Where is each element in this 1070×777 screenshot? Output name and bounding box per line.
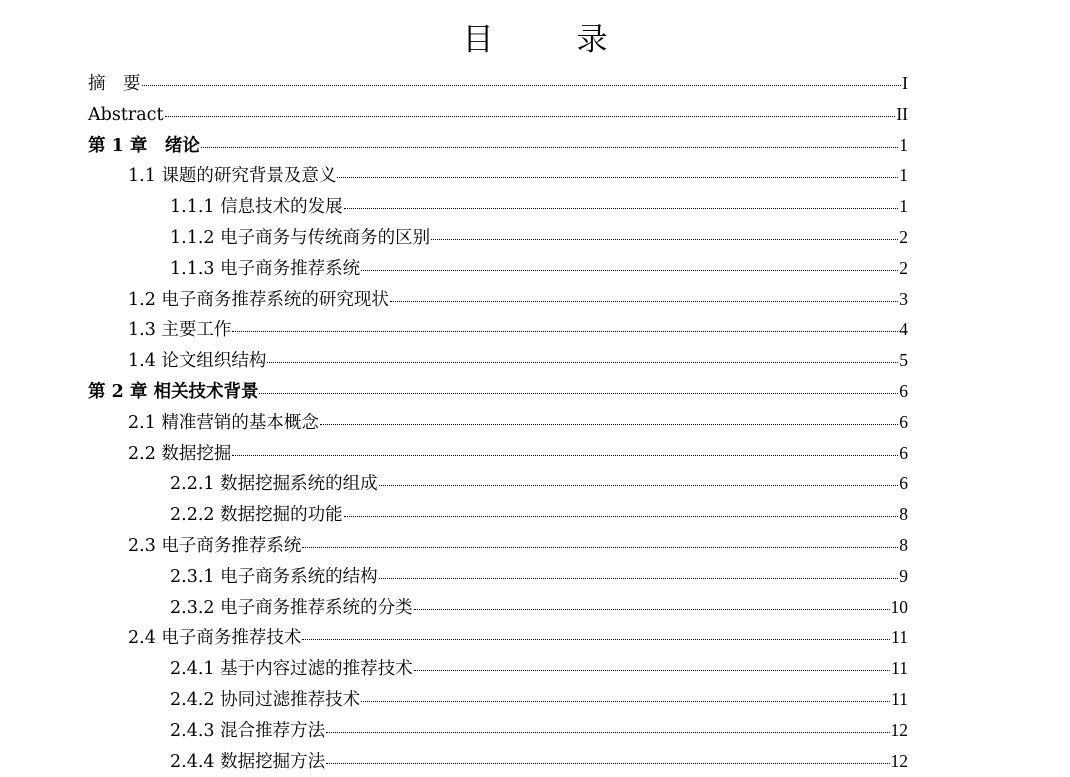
toc-entry[interactable]	[88, 314, 908, 345]
toc-entry-page-number: 8	[899, 504, 908, 525]
toc-entry-label: 2.1 精准营销的基本概念	[128, 412, 319, 433]
dot-leader	[259, 393, 898, 394]
toc-entry[interactable]	[88, 622, 908, 653]
toc-entry[interactable]	[88, 345, 908, 376]
toc-entry-page-number: 1	[899, 196, 908, 217]
dot-leader	[414, 670, 891, 671]
toc-entry-page-number: 2	[899, 226, 908, 247]
toc-entry-label: 1.1 课题的研究背景及意义	[128, 166, 337, 187]
toc-entry[interactable]	[88, 561, 908, 592]
toc-entry-page-number: 5	[899, 350, 908, 371]
toc-entry-label: 1.4 论文组织结构	[128, 351, 267, 372]
toc-entry[interactable]	[88, 284, 908, 315]
toc-entry-label: 2.3 电子商务推荐系统	[128, 535, 302, 556]
toc-entry[interactable]	[88, 99, 908, 130]
toc-entry-page-number: 8	[899, 534, 908, 555]
toc-entry-page-number: 12	[890, 750, 908, 771]
toc-entry[interactable]	[88, 407, 908, 438]
toc-entry[interactable]	[88, 438, 908, 469]
toc-entry-page-number: 12	[890, 719, 908, 740]
toc-entry-label: 2.4.2 协同过滤推荐技术	[170, 689, 361, 710]
toc-entry-label: 2.4.4 数据挖掘方法	[170, 751, 326, 772]
toc-entry-label: 1.1.3 电子商务推荐系统	[170, 258, 361, 279]
toc-entry[interactable]	[88, 746, 908, 777]
dot-leader	[379, 578, 899, 579]
dot-leader	[337, 177, 898, 178]
toc-entry-page-number: 11	[891, 658, 908, 679]
dot-leader	[232, 331, 898, 332]
table-of-contents	[88, 68, 908, 776]
toc-entry[interactable]	[88, 715, 908, 746]
toc-entry-label: 第 2 章 相关技术背景	[88, 381, 259, 402]
toc-entry-label: 1.3 主要工作	[128, 320, 232, 341]
dot-leader	[165, 116, 896, 117]
toc-entry-label: 摘 要	[88, 74, 141, 94]
toc-entry-page-number: 6	[899, 411, 908, 432]
dot-leader	[326, 732, 889, 733]
toc-entry-label: Abstract	[88, 104, 164, 125]
toc-entry[interactable]	[88, 68, 908, 99]
dot-leader	[390, 301, 898, 302]
dot-leader	[320, 424, 898, 425]
toc-entry[interactable]	[88, 684, 908, 715]
toc-entry-page-number: 4	[899, 319, 908, 340]
dot-leader	[431, 239, 898, 240]
toc-entry-page-number: 6	[899, 380, 908, 401]
toc-entry[interactable]	[88, 222, 908, 253]
toc-entry-page-number: 1	[899, 165, 908, 186]
toc-entry-page-number: 11	[891, 688, 908, 709]
toc-entry[interactable]	[88, 130, 908, 161]
toc-entry-label: 2.4.1 基于内容过滤的推荐技术	[170, 659, 413, 680]
toc-entry-page-number: II	[896, 103, 908, 124]
toc-entry[interactable]	[88, 160, 908, 191]
toc-entry-label: 第 1 章 绪论	[88, 135, 200, 156]
toc-entry-page-number: 10	[890, 596, 908, 617]
toc-entry-page-number: 3	[899, 288, 908, 309]
toc-entry-page-number: I	[902, 73, 908, 93]
dot-leader	[232, 455, 898, 456]
toc-entry-label: 2.3.2 电子商务推荐系统的分类	[170, 597, 413, 618]
toc-entry-label: 2.2.1 数据挖掘系统的组成	[170, 474, 378, 495]
toc-entry-page-number: 9	[899, 565, 908, 586]
toc-entry[interactable]	[88, 376, 908, 407]
toc-entry-label: 2.4 电子商务推荐技术	[128, 628, 302, 649]
dot-leader	[344, 516, 899, 517]
dot-leader	[326, 763, 889, 764]
toc-entry-label: 2.2.2 数据挖掘的功能	[170, 505, 343, 526]
toc-entry[interactable]	[88, 499, 908, 530]
toc-entry-page-number: 6	[899, 442, 908, 463]
dot-leader	[344, 208, 899, 209]
dot-leader	[142, 85, 902, 86]
toc-entry[interactable]	[88, 530, 908, 561]
dot-leader	[361, 270, 898, 271]
toc-entry-page-number: 2	[899, 257, 908, 278]
toc-entry-page-number: 6	[899, 473, 908, 494]
dot-leader	[361, 701, 890, 702]
toc-entry[interactable]	[88, 592, 908, 623]
toc-entry-label: 1.2 电子商务推荐系统的研究现状	[128, 289, 389, 310]
toc-entry-page-number: 1	[899, 134, 908, 155]
toc-entry[interactable]	[88, 253, 908, 284]
toc-entry-label: 2.2 数据挖掘	[128, 443, 232, 464]
toc-entry-label: 1.1.1 信息技术的发展	[170, 197, 343, 218]
dot-leader	[201, 147, 898, 148]
dot-leader	[302, 547, 898, 548]
toc-entry-label: 1.1.2 电子商务与传统商务的区别	[170, 227, 431, 248]
dot-leader	[414, 609, 890, 610]
toc-entry[interactable]	[88, 191, 908, 222]
toc-entry[interactable]	[88, 468, 908, 499]
dot-leader	[379, 485, 899, 486]
toc-entry-label: 2.3.1 电子商务系统的结构	[170, 566, 378, 587]
dot-leader	[267, 362, 898, 363]
page-title: 目 录	[462, 22, 634, 58]
dot-leader	[302, 639, 890, 640]
toc-entry[interactable]	[88, 653, 908, 684]
toc-entry-page-number: 11	[891, 627, 908, 648]
toc-entry-label: 2.4.3 混合推荐方法	[170, 720, 326, 741]
